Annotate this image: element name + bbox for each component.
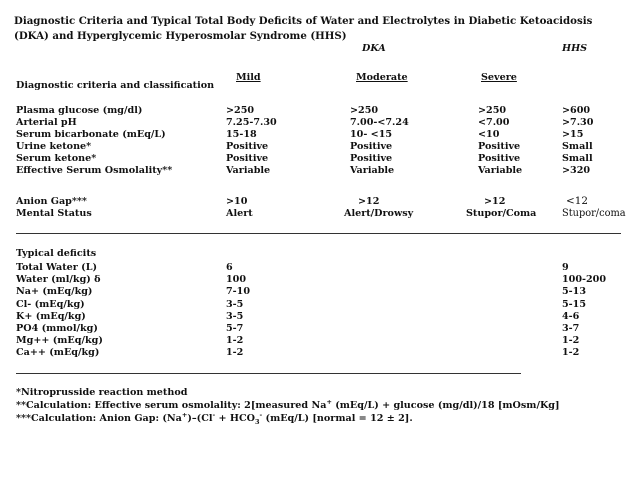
deficit-cell-dka: 1-2	[226, 347, 244, 359]
footnote-2-sup: +	[326, 397, 332, 406]
criteria-cell-moderate: >250	[350, 105, 379, 116]
deficit-cell-hhs: 9	[562, 262, 569, 273]
deficit-cell-dka: 6	[226, 262, 233, 273]
criteria-cell-label: Plasma glucose (mg/dl)	[16, 105, 143, 116]
criteria-cell-severe: <7.00	[478, 117, 510, 128]
footnote-3-text-a: ***Calculation: Anion Gap: (Na	[16, 413, 182, 424]
section-divider	[16, 233, 621, 234]
mental-status-moderate: Alert/Drowsy	[344, 208, 414, 219]
footnote-3-text-b: )–(Cl	[187, 413, 213, 424]
deficit-cell-label: Mg++ (mEq/kg)	[16, 335, 103, 347]
criteria-cell-label: Serum ketone*	[16, 153, 97, 164]
mental-status-label: Mental Status	[16, 208, 92, 219]
criteria-cell-moderate: Positive	[350, 153, 393, 164]
criteria-cell-hhs: >7.30	[562, 117, 594, 128]
criteria-cell-moderate: 7.00-<7.24	[350, 117, 409, 128]
footnote-3-sup-2: -	[212, 410, 216, 419]
deficit-cell-dka: 1-2	[226, 335, 244, 347]
deficit-cell-hhs: 3-7	[562, 323, 580, 334]
deficit-cell-hhs: 4-6	[562, 310, 580, 322]
criteria-cell-severe: Positive	[478, 141, 521, 152]
dka-header: DKA	[362, 43, 386, 54]
deficit-cell-dka: 5-7	[226, 323, 244, 334]
criteria-cell-mild: Positive	[226, 153, 269, 164]
footnote-1: *Nitroprusside reaction method	[16, 387, 188, 398]
footnote-3-sup-3: -	[259, 410, 263, 419]
criteria-cell-label: Arterial pH	[16, 117, 77, 128]
criteria-cell-mild: 15-18	[226, 129, 257, 140]
anion-gap-hhs: <12	[566, 195, 588, 207]
criteria-cell-mild: Variable	[226, 165, 271, 176]
criteria-cell-moderate: Variable	[350, 165, 395, 176]
hhs-header: HHS	[562, 43, 588, 54]
footnote-3-sub: 3	[254, 417, 260, 426]
footnote-3-text-d: (mEq/L) [normal = 12 ± 2].	[262, 413, 413, 424]
mental-status-mild: Alert	[226, 208, 253, 219]
deficit-cell-hhs: 5-15	[562, 298, 587, 310]
severe-header: Severe	[481, 72, 517, 83]
deficit-cell-hhs: 5-13	[562, 286, 587, 298]
deficit-cell-hhs: 100-200	[562, 274, 607, 286]
deficit-cell-hhs: 1-2	[562, 335, 580, 347]
criteria-cell-severe: <10	[478, 129, 500, 140]
anion-gap-mild: >10	[226, 196, 248, 207]
deficit-cell-dka: 3-5	[226, 298, 244, 310]
criteria-cell-severe: Variable	[478, 165, 523, 176]
deficit-cell-dka: 3-5	[226, 310, 244, 322]
deficit-cell-hhs: 1-2	[562, 347, 580, 359]
moderate-header: Moderate	[356, 72, 408, 83]
anion-gap-label: Anion Gap***	[16, 196, 87, 207]
criteria-cell-hhs: Small	[562, 141, 593, 152]
deficit-cell-dka: 7-10	[226, 286, 251, 298]
anion-gap-moderate: >12	[358, 196, 380, 207]
deficit-cell-label: Cl- (mEq/kg)	[16, 298, 85, 310]
footnote-divider	[16, 373, 521, 374]
title-line-1: Diagnostic Criteria and Typical Total Body Deficits of Water and Electrolytes in Diabetic Ketoacidosis	[14, 15, 593, 27]
mild-header: Mild	[236, 72, 261, 83]
deficit-cell-label: PO4 (mmol/kg)	[16, 323, 98, 334]
mental-status-severe: Stupor/Coma	[466, 208, 537, 219]
footnote-3-sup-1: +	[181, 410, 188, 419]
criteria-cell-mild: Positive	[226, 141, 269, 152]
deficit-cell-label: K+ (mEq/kg)	[16, 310, 86, 322]
criteria-cell-label: Serum bicarbonate (mEq/L)	[16, 129, 166, 140]
footnote-3-text-c: + HCO	[215, 413, 255, 424]
criteria-cell-hhs: Small	[562, 153, 593, 164]
deficit-cell-label: Na+ (mEq/kg)	[16, 286, 93, 298]
deficit-cell-label: Total Water (L)	[16, 262, 97, 273]
criteria-cell-label: Effective Serum Osmolality**	[16, 165, 173, 176]
anion-gap-severe: >12	[484, 196, 506, 207]
criteria-cell-severe: Positive	[478, 153, 521, 164]
criteria-cell-hhs: >15	[562, 129, 584, 140]
footnote-3	[16, 410, 413, 428]
criteria-cell-hhs: >320	[562, 165, 591, 176]
criteria-cell-label: Urine ketone*	[16, 141, 92, 152]
footnote-2-text-a: **Calculation: Effective serum osmolality: 2[measured Na	[16, 400, 327, 411]
criteria-cell-severe: >250	[478, 105, 507, 116]
deficit-cell-label: Water (ml/kg) δ	[16, 274, 101, 286]
criteria-cell-moderate: 10- <15	[350, 129, 393, 140]
mental-status-hhs: Stupor/coma	[562, 208, 626, 219]
document-title	[14, 14, 592, 44]
criteria-cell-mild: >250	[226, 105, 255, 116]
section-deficits-heading: Typical deficits	[16, 248, 97, 259]
footnote-2	[16, 397, 560, 412]
deficit-cell-label: Ca++ (mEq/kg)	[16, 347, 100, 359]
section-criteria-heading: Diagnostic criteria and classification	[16, 80, 215, 91]
footnote-2-text-b: (mEq/L) + glucose (mg/dl)/18 [mOsm/Kg]	[331, 400, 560, 411]
criteria-cell-mild: 7.25-7.30	[226, 117, 277, 128]
title-line-2: (DKA) and Hyperglycemic Hyperosmolar Syndrome (HHS)	[14, 30, 347, 42]
deficit-cell-dka: 100	[226, 274, 247, 286]
criteria-cell-moderate: Positive	[350, 141, 393, 152]
criteria-cell-hhs: >600	[562, 105, 591, 116]
